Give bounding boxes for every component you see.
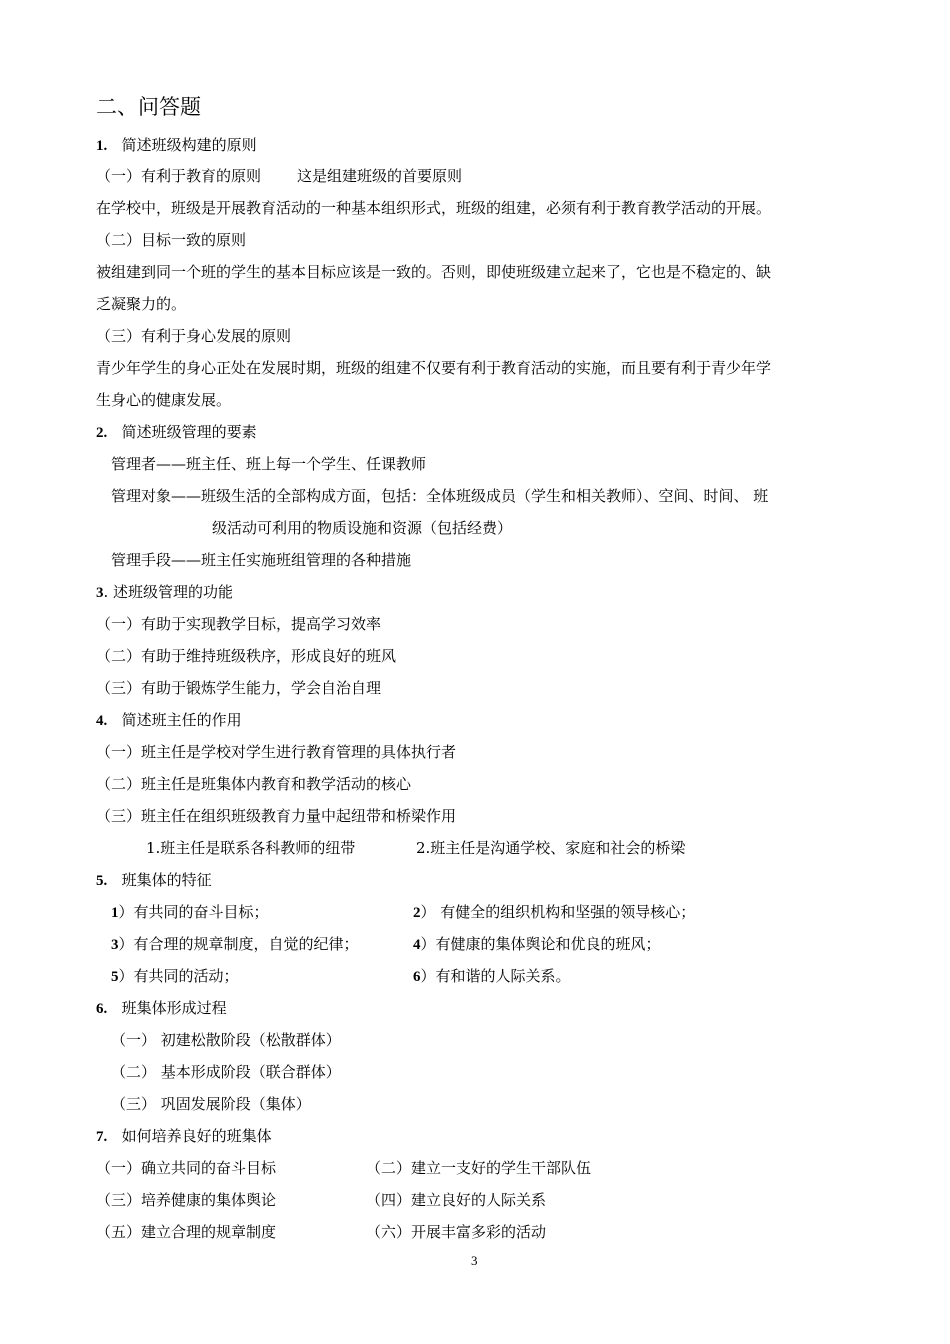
list-item: （一）班主任是学校对学生进行教育管理的具体执行者	[96, 743, 457, 761]
question-title: 简述班级管理的要素	[121, 423, 257, 441]
question-5-heading	[96, 870, 212, 891]
question-6-heading	[96, 998, 227, 1019]
q1-principle-1	[96, 166, 462, 186]
question-1-heading	[96, 135, 257, 156]
feature-item: 4）有健康的集体舆论和优良的班风；	[413, 935, 661, 953]
question-7-heading	[96, 1126, 272, 1147]
list-item: （一）有助于实现教学目标，提高学习效率	[96, 615, 382, 633]
paragraph: 乏凝聚力的。	[96, 295, 187, 313]
question-4-heading	[96, 710, 242, 731]
question-number: 4.	[96, 713, 108, 729]
list-item: （二）建立一支好的学生干部队伍	[366, 1159, 592, 1177]
q1-principle-2: （二）目标一致的原则	[96, 231, 247, 249]
question-title: . 述班级管理的功能	[103, 583, 234, 601]
feature-item: 6）有和谐的人际关系。	[413, 967, 571, 985]
list-item: （五）建立合理的规章制度	[96, 1223, 277, 1241]
page-number: 3	[471, 1253, 478, 1268]
question-number: 6.	[96, 1001, 108, 1017]
list-item-continued: 级活动可利用的物质设施和资源（包括经费）	[212, 519, 513, 537]
list-item: （四）建立良好的人际关系	[366, 1191, 547, 1209]
question-title: 班集体的特征	[121, 871, 212, 889]
principle-note: 这是组建班级的首要原则	[297, 167, 463, 185]
stage-item: （三） 巩固发展阶段（集体）	[111, 1095, 311, 1113]
question-number: 3	[96, 585, 104, 601]
list-item: 管理手段——班主任实施班组管理的各种措施	[111, 551, 412, 569]
list-item: （二）有助于维持班级秩序，形成良好的班风	[96, 647, 397, 665]
list-item: （三）有助于锻炼学生能力，学会自治自理	[96, 679, 382, 697]
list-item: （三）班主任在组织班级教育力量中起纽带和桥梁作用	[96, 807, 457, 825]
list-item: （三）培养健康的集体舆论	[96, 1191, 277, 1209]
list-item: （一）确立共同的奋斗目标	[96, 1159, 277, 1177]
question-number: 1.	[96, 138, 108, 154]
list-item: 管理对象——班级生活的全部构成方面，包括：全体班级成员（学生和相关教师）、空间、时间、 班	[111, 487, 769, 505]
question-title: 如何培养良好的班集体	[121, 1127, 272, 1145]
feature-item: 3）有合理的规章制度，自觉的纪律；	[111, 935, 359, 953]
feature-item: 1）有共同的奋斗目标；	[111, 903, 269, 921]
question-number: 2.	[96, 425, 108, 441]
question-number: 5.	[96, 873, 108, 889]
sub-item: 1.班主任是联系各科教师的纽带	[146, 839, 356, 857]
principle-heading: （一）有利于教育的原则	[96, 167, 262, 185]
list-item: 管理者——班主任、班上每一个学生、任课教师	[111, 455, 427, 473]
feature-item: 5）有共同的活动；	[111, 967, 239, 985]
paragraph: 生身心的健康发展。	[96, 391, 232, 409]
list-item: （二）班主任是班集体内教育和教学活动的核心	[96, 775, 412, 793]
question-2-heading	[96, 422, 257, 443]
sub-item: 2.班主任是沟通学校、家庭和社会的桥梁	[416, 839, 686, 857]
q1-principle-3: （三）有利于身心发展的原则	[96, 327, 292, 345]
paragraph: 青少年学生的身心正处在发展时期，班级的组建不仅要有利于教育活动的实施，而且要有利于青少年学	[96, 359, 772, 377]
question-3-heading	[96, 582, 233, 603]
question-number: 7.	[96, 1129, 108, 1145]
feature-item: 2） 有健全的组织机构和坚强的领导核心；	[413, 903, 696, 921]
stage-item: （一） 初建松散阶段（松散群体）	[111, 1031, 341, 1049]
question-title: 简述班主任的作用	[121, 711, 242, 729]
section-title: 二、问答题	[96, 95, 201, 119]
question-title: 简述班级构建的原则	[121, 136, 257, 154]
paragraph: 在学校中，班级是开展教育活动的一种基本组织形式，班级的组建，必须有利于教育教学活动的开展。	[96, 199, 772, 217]
question-title: 班集体形成过程	[121, 999, 227, 1017]
paragraph: 被组建到同一个班的学生的基本目标应该是一致的。否则，即使班级建立起来了，它也是不稳定的、缺	[96, 263, 772, 281]
list-item: （六）开展丰富多彩的活动	[366, 1223, 547, 1241]
stage-item: （二） 基本形成阶段（联合群体）	[111, 1063, 341, 1081]
